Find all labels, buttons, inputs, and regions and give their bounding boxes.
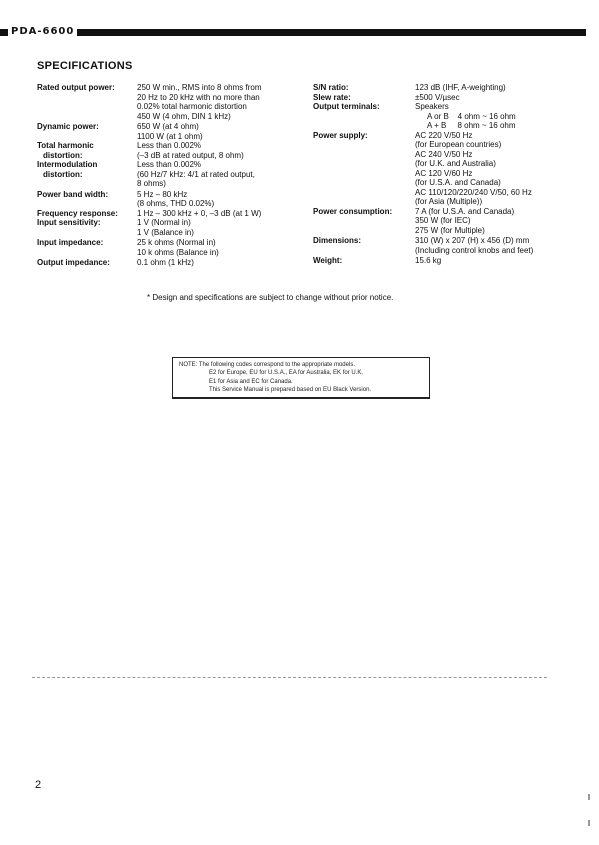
spec-dynamic-power xyxy=(37,122,297,141)
margin-mark xyxy=(588,820,590,826)
spec-value: 123 dB (IHF, A-weighting) xyxy=(415,83,506,92)
spec-value: (8 ohms, THD 0.02%) xyxy=(137,199,215,208)
spec-value: (–3 dB at rated output, 8 ohm) xyxy=(137,150,244,160)
spec-intermodulation xyxy=(37,160,297,170)
note-line: E2 for Europe, EU for U.S.A., EA for Australia, EK for U.K. xyxy=(209,370,364,377)
spec-label: Frequency response: xyxy=(37,208,118,218)
spec-value: A or B 4 ohm ~ 16 ohm xyxy=(423,111,516,121)
spec-input-impedance xyxy=(37,238,297,257)
spec-value: ±500 V/µsec xyxy=(415,92,460,102)
spec-label: Total harmonic xyxy=(37,141,94,150)
note-box xyxy=(172,357,430,399)
spec-label: Slew rate: xyxy=(313,92,351,102)
spec-value: Less than 0.002% xyxy=(137,160,202,169)
spec-value: (for Asia (Multiple)) xyxy=(415,197,483,206)
spec-value: Speakers xyxy=(415,102,449,111)
spec-total-harmonic xyxy=(37,141,297,151)
spec-label: Weight: xyxy=(313,256,343,265)
spec-total-harmonic-distortion xyxy=(37,151,297,161)
note-line: NOTE: The following codes correspond to the appropriate models. xyxy=(179,362,355,368)
spec-power-band-width xyxy=(37,190,297,209)
spec-frequency-response xyxy=(37,209,297,219)
spec-label: distortion: xyxy=(43,169,83,179)
spec-value: 1 Hz – 300 kHz + 0, –3 dB (at 1 W) xyxy=(137,208,262,218)
spec-slew-rate xyxy=(313,93,583,103)
spec-label: Input sensitivity: xyxy=(37,218,101,227)
spec-value: 8 ohms) xyxy=(137,179,166,188)
spec-label: Power consumption: xyxy=(313,206,393,216)
spec-dimensions xyxy=(313,236,583,255)
page-number: 2 xyxy=(35,779,42,791)
spec-value: 1 V (Balance in) xyxy=(137,227,194,237)
spec-label: Output impedance: xyxy=(37,258,110,267)
dashed-divider xyxy=(32,677,547,678)
spec-input-sensitivity xyxy=(37,218,297,237)
spec-value: 0.1 ohm (1 kHz) xyxy=(137,258,194,267)
spec-value: AC 220 V/50 Hz xyxy=(415,130,473,140)
spec-value: (Including control knobs and feet) xyxy=(415,245,534,255)
spec-value: 25 k ohms (Normal in) xyxy=(137,238,216,247)
spec-value: 15.6 kg xyxy=(415,256,442,265)
spec-label: Rated output power: xyxy=(37,83,115,92)
spec-value: (for European countries) xyxy=(415,140,502,149)
spec-value: AC 120 V/60 Hz xyxy=(415,168,473,178)
header-rule xyxy=(0,29,586,36)
note-line: This Service Manual is prepared based on EU Black Version. xyxy=(209,386,372,393)
right-spec-column xyxy=(313,83,583,266)
spec-value: A + B 8 ohm ~ 16 ohm xyxy=(423,121,516,130)
spec-power-supply xyxy=(313,131,583,207)
spec-value: 20 Hz to 20 kHz with no more than xyxy=(137,92,260,102)
spec-value: (for U.K. and Australia) xyxy=(415,159,496,168)
spec-label: Power band width: xyxy=(37,189,109,199)
left-spec-column xyxy=(37,83,297,268)
margin-mark xyxy=(588,794,590,800)
model-name: PDA-6600 xyxy=(8,26,77,38)
spec-value: 10 k ohms (Balance in) xyxy=(137,247,219,257)
spec-value: 0.02% total harmonic distortion xyxy=(137,102,247,111)
spec-sn-ratio xyxy=(313,83,583,93)
spec-value: 275 W (for Multiple) xyxy=(415,225,485,235)
note-line: E1 for Asia and EC for Canada. xyxy=(209,378,293,385)
spec-power-consumption xyxy=(313,207,583,236)
spec-label: S/N ratio: xyxy=(313,83,349,92)
spec-label: Intermodulation xyxy=(37,160,98,169)
spec-value: AC 110/120/220/240 V/50, 60 Hz xyxy=(415,187,532,197)
section-title: SPECIFICATIONS xyxy=(37,60,133,72)
spec-value: (for U.S.A. and Canada) xyxy=(415,178,501,187)
spec-value: Less than 0.002% xyxy=(137,141,202,150)
spec-weight xyxy=(313,256,583,266)
spec-label: distortion: xyxy=(43,150,83,160)
spec-label: Input impedance: xyxy=(37,238,104,247)
spec-value: 450 W (4 ohm, DIN 1 kHz) xyxy=(137,111,231,121)
spec-label: Dynamic power: xyxy=(37,122,99,131)
spec-value: AC 240 V/50 Hz xyxy=(415,149,473,159)
spec-output-terminals xyxy=(313,102,583,131)
spec-rated-output-power xyxy=(37,83,297,121)
spec-value: 7 A (for U.S.A. and Canada) xyxy=(415,206,515,216)
spec-value: 650 W (at 4 ohm) xyxy=(137,122,199,131)
spec-value: 1100 W (at 1 ohm) xyxy=(137,131,203,141)
spec-value: 1 V (Normal in) xyxy=(137,218,191,227)
spec-value: 350 W (for IEC) xyxy=(415,216,471,225)
spec-value: (60 Hz/7 kHz: 4/1 at rated output, xyxy=(137,169,255,179)
spec-label: Output terminals: xyxy=(313,102,380,111)
spec-value: 310 (W) x 207 (H) x 456 (D) mm xyxy=(415,236,530,245)
footnote: * Design and specifications are subject to change without prior notice. xyxy=(147,293,394,302)
spec-value: 250 W min., RMS into 8 ohms from xyxy=(137,83,262,92)
spec-label: Dimensions: xyxy=(313,236,362,245)
spec-intermodulation-distortion xyxy=(37,170,297,189)
spec-label: Power supply: xyxy=(313,130,368,140)
spec-output-impedance xyxy=(37,258,297,268)
spec-value: 5 Hz – 80 kHz xyxy=(137,189,188,199)
